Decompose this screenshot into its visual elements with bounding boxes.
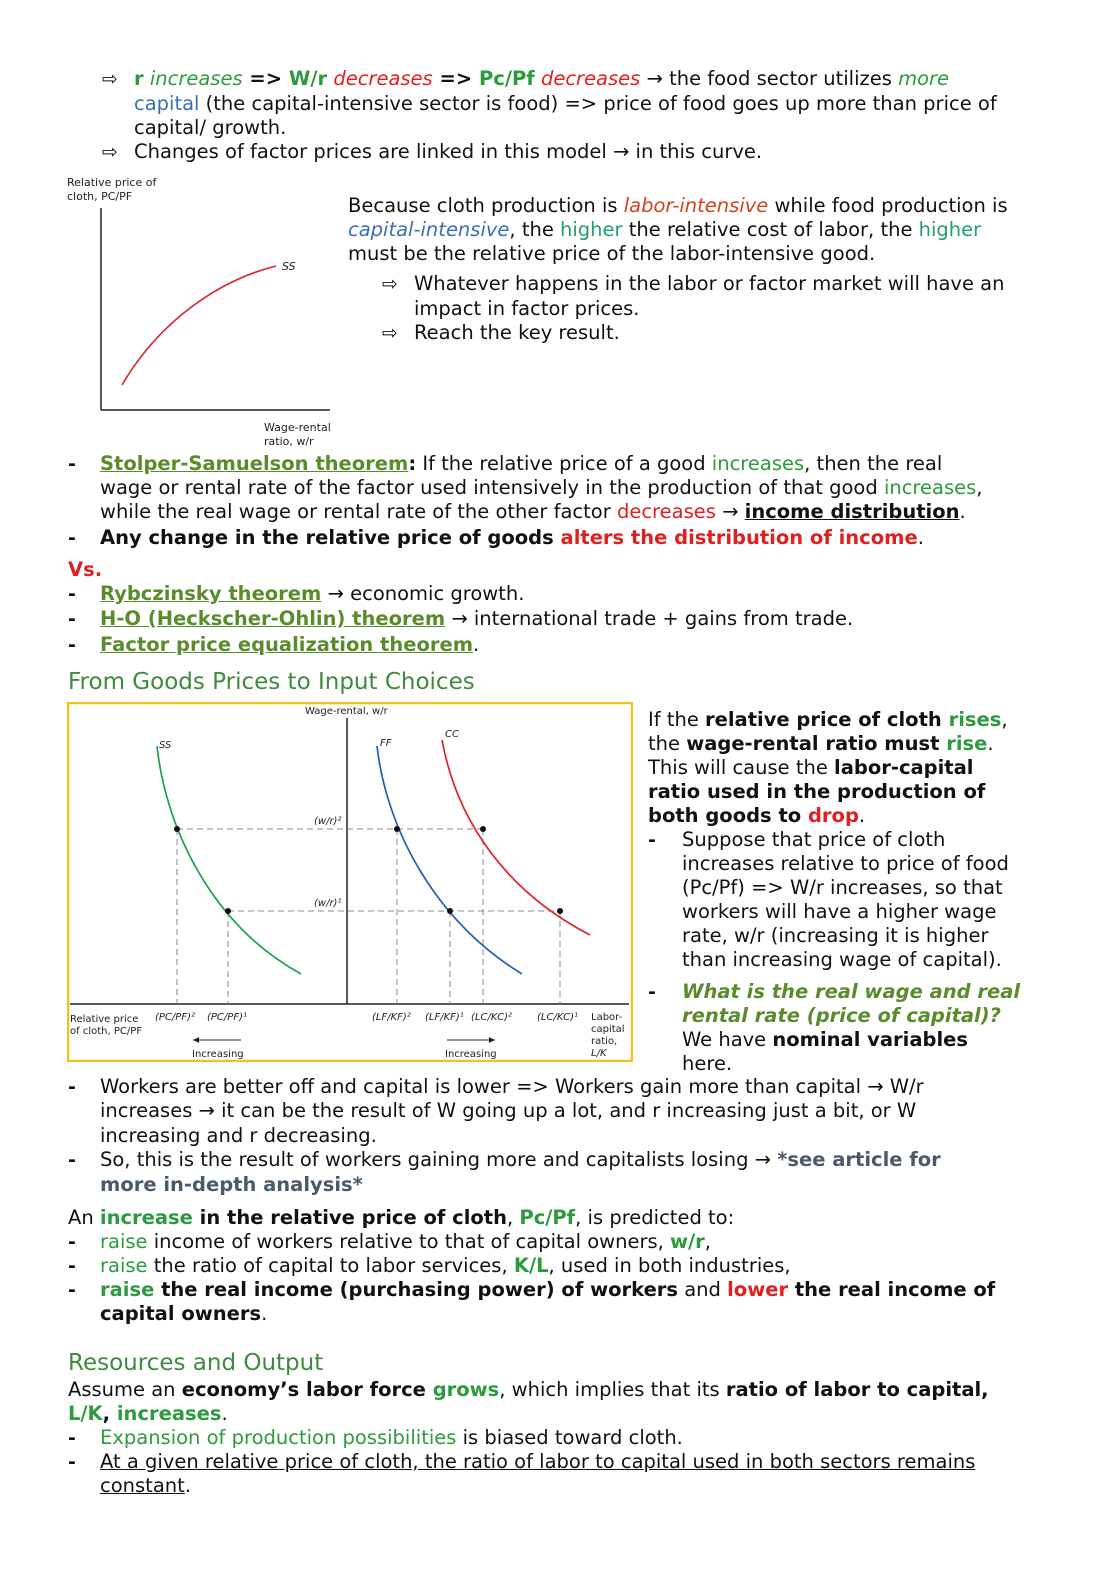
ss-curve: [122, 266, 276, 385]
right-line-1: If the relative price of cloth rises,: [648, 708, 1008, 731]
right-dash-1-line-3: (Pc/Pf) => W/r increases, so that: [682, 876, 1003, 899]
right-line-2: the wage-rental ratio must rise.: [648, 732, 994, 755]
lc-kc-2-label: (LC/KC)²: [471, 1012, 513, 1023]
stolper-line-1: Stolper-Samuelson theorem: If the relative price of a good increases, then the real: [100, 452, 943, 475]
dash-bullet: -: [648, 829, 656, 851]
top-bullet-2: Changes of factor prices are linked in this model → in this curve.: [134, 140, 763, 163]
increasing-left-label: Increasing: [192, 1049, 244, 1060]
dash-bullet: -: [648, 981, 656, 1003]
dash-bullet: -: [68, 1149, 76, 1171]
vs-label: Vs.: [68, 558, 103, 581]
top-bullet-1-line-2: capital (the capital-intensive sector is food) => price of food goes up more than price of: [134, 92, 997, 115]
dash-bullet: -: [68, 1451, 76, 1473]
any-change-line: Any change in the relative price of goods alters the distribution of income.: [100, 526, 924, 549]
right-dash-1-line-4: workers will have a higher wage: [682, 900, 997, 923]
stolper-line-3: while the real wage or rental rate of the other factor decreases → income distribution.: [100, 500, 966, 523]
pc-pf-2-label: (PC/PF)²: [155, 1012, 195, 1023]
ss-chart-ylabel-1: Relative price of: [67, 176, 157, 189]
intro-line-2: capital-intensive, the higher the relative cost of labor, the higher: [348, 218, 982, 241]
ss-chart-ylabel-2: cloth, PC/PF: [67, 190, 133, 203]
workers-line-2: increases → it can be the result of W going up a lot, and r increasing just a bit, or W: [100, 1099, 917, 1122]
increase-item-2: raise the ratio of capital to labor services, K/L, used in both industries,: [100, 1254, 791, 1277]
right-dash-1-line-5: rate, w/r (increasing it is higher: [682, 924, 989, 947]
ff-label: FF: [380, 738, 392, 749]
stolper-line-2: wage or rental rate of the factor used intensively in the production of that good increases,: [100, 476, 983, 499]
resources-item-2-line-1: At a given relative price of cloth, the ratio of labor to capital used in both sectors remains: [100, 1450, 976, 1473]
dash-bullet: -: [68, 1231, 76, 1253]
theorem-rybczinsky: Rybczinsky theorem → economic growth.: [100, 582, 525, 605]
increase-item-3-line-1: raise the real income (purchasing power) of workers and lower the real income of: [100, 1278, 996, 1301]
resources-item-1: Expansion of production possibilities is biased toward cloth.: [100, 1426, 683, 1449]
right-dash-2-line-3: We have nominal variables: [682, 1028, 968, 1051]
arrow-bullet-icon: ⇨: [382, 273, 398, 295]
wr2-label: (w/r)²: [314, 816, 342, 827]
heading-resources: Resources and Output: [68, 1350, 324, 1376]
x-right-label-1: Labor-: [591, 1012, 623, 1023]
ss-curve-label: SS: [282, 260, 296, 273]
top-bullet-1-line-1: r increases => W/r decreases => Pc/Pf decreases → the food sector utilizes more: [134, 67, 950, 90]
intro-sub-1-line-1: Whatever happens in the labor or factor market will have an: [414, 272, 1005, 295]
right-dash-2-line-4: here.: [682, 1052, 733, 1075]
intro-sub-1-line-2: impact in factor prices.: [414, 297, 640, 320]
resources-line-1: Assume an economy’s labor force grows, which implies that its ratio of labor to capital,: [68, 1378, 989, 1401]
chart-ylabel: Wage-rental, w/r: [305, 706, 388, 717]
dash-bullet: -: [68, 583, 76, 605]
ss-curve-chart: [60, 170, 340, 452]
right-line-5: both goods to drop.: [648, 804, 866, 827]
wr1-label: (w/r)¹: [314, 898, 342, 909]
ss-chart-xlabel-1: Wage-rental: [264, 421, 331, 434]
cc-label: CC: [445, 729, 459, 740]
right-dash-1-line-2: increases relative to price of food: [682, 852, 1009, 875]
right-dash-2-q2: rental rate (price of capital)?: [682, 1004, 1001, 1027]
dash-bullet: -: [68, 634, 76, 656]
dash-bullet: -: [68, 527, 76, 549]
theorem-heckscher-ohlin: H-O (Heckscher-Ohlin) theorem → international trade + gains from trade.: [100, 607, 854, 630]
lf-kf-2-label: (LF/KF)²: [372, 1012, 411, 1023]
resources-line-2: L/K, increases.: [68, 1402, 228, 1425]
x-right-label-2: capital: [591, 1024, 625, 1035]
dash-bullet: -: [68, 1076, 76, 1098]
workers-summary-line-1: So, this is the result of workers gaining more and capitalists losing → *see article for: [100, 1148, 941, 1171]
intro-sub-2: Reach the key result.: [414, 321, 620, 344]
ss-label: SS: [159, 740, 172, 751]
dash-bullet: -: [68, 1255, 76, 1277]
workers-line-3: increasing and r decreasing.: [100, 1124, 377, 1147]
dash-bullet: -: [68, 608, 76, 630]
lc-kc-1-label: (LC/KC)¹: [537, 1012, 579, 1023]
x-left-label-1: Relative price: [70, 1014, 139, 1025]
arrow-bullet-icon: ⇨: [102, 141, 118, 163]
dash-bullet: -: [68, 1279, 76, 1301]
theorem-factor-price: Factor price equalization theorem.: [100, 633, 480, 656]
ss-chart-xlabel-2: ratio, w/r: [264, 435, 314, 448]
resources-item-2-line-2: constant.: [100, 1474, 191, 1497]
right-line-4: ratio used in the production of: [648, 780, 986, 803]
chart-border: [68, 703, 632, 1061]
workers-summary-line-2: more in-depth analysis*: [100, 1173, 363, 1196]
dash-bullet: -: [68, 453, 76, 475]
arrow-bullet-icon: ⇨: [382, 322, 398, 344]
x-left-label-2: of cloth, PC/PF: [70, 1026, 142, 1037]
pc-pf-1-label: (PC/PF)¹: [207, 1012, 247, 1023]
workers-line-1: Workers are better off and capital is lower => Workers gain more than capital → W/r: [100, 1075, 924, 1098]
heading-goods-prices: From Goods Prices to Input Choices: [68, 669, 475, 695]
intro-line-1: Because cloth production is labor-intensive while food production is: [348, 194, 1008, 217]
factor-price-chart: [67, 702, 633, 1062]
increase-item-3-line-2: capital owners.: [100, 1302, 268, 1325]
x-right-label-4: L/K: [591, 1048, 607, 1059]
arrow-bullet-icon: ⇨: [102, 68, 118, 90]
right-dash-1-line-6: than increasing wage of capital).: [682, 948, 1002, 971]
dash-bullet: -: [68, 1427, 76, 1449]
increase-intro: An increase in the relative price of cloth, Pc/Pf, is predicted to:: [68, 1206, 735, 1229]
right-dash-2-q1: What is the real wage and real: [682, 980, 1021, 1003]
x-right-label-3: ratio,: [591, 1036, 618, 1047]
increasing-right-label: Increasing: [445, 1049, 497, 1060]
intro-line-3: must be the relative price of the labor-intensive good.: [348, 242, 876, 265]
right-line-3: This will cause the labor-capital: [648, 756, 974, 779]
right-dash-1-line-1: Suppose that price of cloth: [682, 828, 946, 851]
increase-item-1: raise income of workers relative to that of capital owners, w/r,: [100, 1230, 711, 1253]
lf-kf-1-label: (LF/KF)¹: [425, 1012, 464, 1023]
top-bullet-1-line-3: capital/ growth.: [134, 116, 287, 139]
